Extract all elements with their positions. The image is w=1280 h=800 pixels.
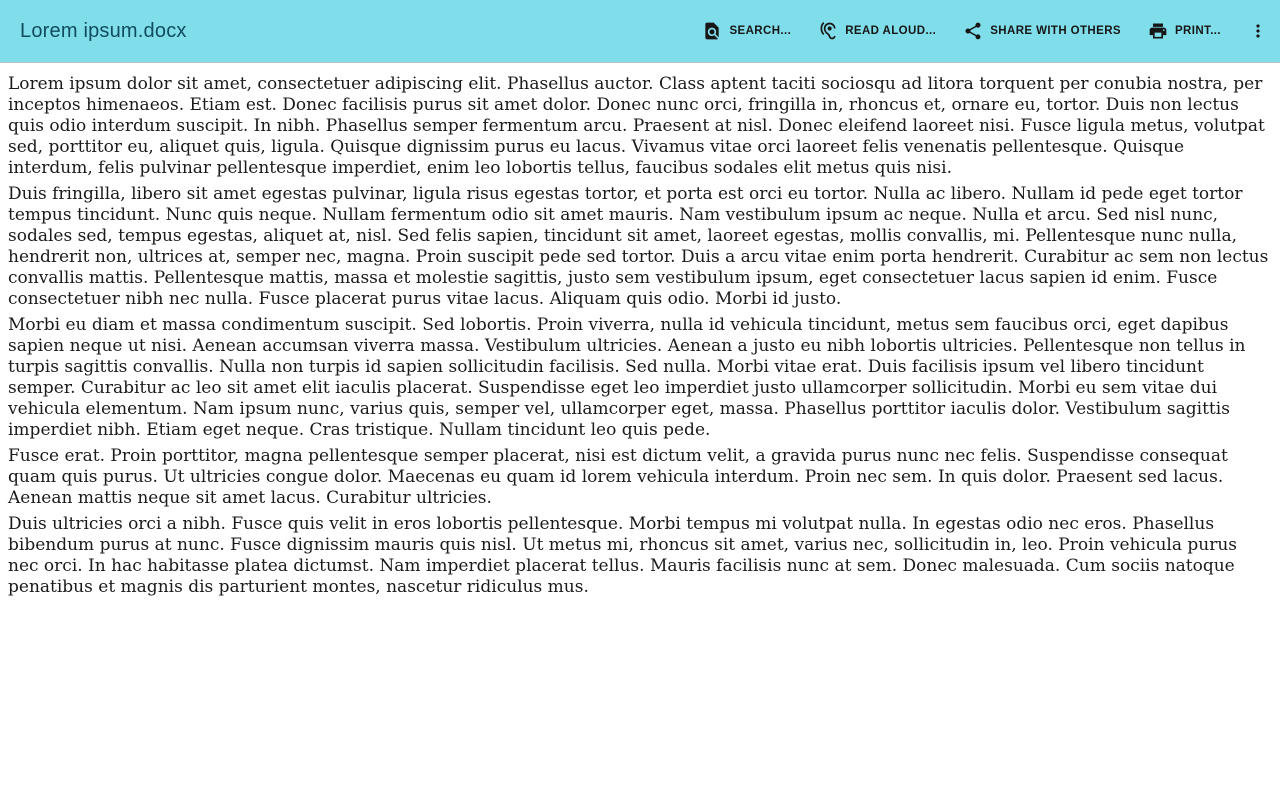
paragraph: Morbi eu diam et massa condimentum suscipit. Sed lobortis. Proin viverra, nulla id vehicula tincidunt, metus sem faucibus orci, eget dapibus sapien neque ut nisi. Aenean accumsan viverra massa. Vestibulum ultricies. Aenean a justo eu nibh lobortis ultricies. Pellentesque non tellus in turpis sagittis convallis. Nulla non turpis id sapien sollicitudin facilisis. Sed nulla. Morbi vitae erat. Duis facilisis ipsum vel libero tincidunt semper. Curabitur ac leo sit amet elit iaculis placerat. Suspendisse eget leo imperdiet justo ullamcorper sollicitudin. Morbi eu sem vitae dui vehicula elementum. Nam ipsum nunc, varius quis, semper vel, ullamcorper eget, massa. Phasellus porttitor iaculis dolor. Vestibulum sagittis imperdiet nibh. Etiam eget neque. Cras tristique. Nullam tincidunt leo quis pede.: [8, 315, 1246, 440]
print-button-label: PRINT...: [1174, 25, 1221, 37]
search-button[interactable]: [700, 19, 793, 43]
paragraph: Lorem ipsum dolor sit amet, consectetuer adipiscing elit. Phasellus auctor. Class aptent taciti sociosqu ad litora torquent per conubia nostra, per inceptos himenaeos. Etiam est. Donec facilisis purus sit amet dolor. Donec nunc orci, fringilla in, rhoncus et, ornare eu, tortor. Duis non lectus quis odio interdum suscipit. In nibh. Phasellus semper fermentum arcu. Praesent at nisl. Donec eleifend laoreet nisi. Fusce ligula metus, volutpat sed, porttitor eu, aliquet quis, ligula. Quisque dignissim purus eu lacus. Vivamus vitae orci laoreet felis venenatis pellentesque. Quisque interdum, felis pulvinar pellentesque imperdiet, enim leo lobortis tellus, faucibus sodales elit metus quis nisi.: [8, 74, 1265, 178]
read-aloud-button-label: READ ALOUD...: [845, 25, 937, 37]
overflow-menu-button[interactable]: [1246, 19, 1270, 43]
paragraph: Fusce erat. Proin porttitor, magna pellentesque semper placerat, nisi est dictum velit, a gravida purus nunc nec felis. Suspendisse consequat quam quis purus. Ut ultricies congue dolor. Maecenas eu quam id lorem vehicula interdum. Proin nec sem. In quis dolor. Praesent sed lacus. Aenean mattis neque sit amet lacus. Curabitur ultricies.: [8, 446, 1228, 508]
print-button[interactable]: [1146, 19, 1223, 43]
toolbar: [700, 19, 1270, 43]
share-button-label: SHARE WITH OTHERS: [990, 25, 1121, 37]
hearing-icon: [818, 21, 838, 41]
search-button-label: SEARCH...: [729, 25, 792, 37]
paragraph: Duis fringilla, libero sit amet egestas pulvinar, ligula risus egestas tortor, et porta est orci eu tortor. Nulla ac libero. Nullam id pede eget tortor tempus tincidunt. Nunc quis neque. Nullam fermentum odio sit amet mauris. Nam vestibulum ipsum ac neque. Nulla et arcu. Sed nisl nunc, sodales sed, tempus egestas, aliquet at, nisl. Sed felis sapien, tincidunt sit amet, laoreet egestas, mollis convallis, mi. Pellentesque nunc nulla, hendrerit non, ultrices at, semper nec, magna. Proin suscipit pede sed tortor. Duis a arcu vitae enim porta hendrerit. Curabitur ac sem non lectus convallis mattis. Pellentesque mattis, massa et molestie sagittis, justo sem vestibulum ipsum, eget consectetuer lacus sapien id enim. Fusce consectetuer nibh nec nulla. Fusce placerat purus vitae lacus. Aliquam quis odio. Morbi id justo.: [8, 184, 1269, 309]
read-aloud-button[interactable]: [816, 19, 938, 43]
kebab-menu-icon: [1248, 21, 1268, 41]
printer-icon: [1148, 21, 1168, 41]
paragraph: Duis ultricies orci a nibh. Fusce quis velit in eros lobortis pellentesque. Morbi tempus mi volutpat nulla. In egestas odio nec eros. Phasellus bibendum purus at nunc. Fusce dignissim mauris quis nisl. Ut metus mi, rhoncus sit amet, varius nec, sollicitudin in, leo. Proin vehicula purus nec orci. In hac habitasse platea dictumst. Nam imperdiet placerat tellus. Mauris facilisis nunc at sem. Donec malesuada. Cum sociis natoque penatibus et magnis dis parturient montes, nascetur ridiculus mus.: [8, 514, 1238, 597]
document-title: Lorem ipsum.docx: [20, 19, 187, 42]
share-icon: [963, 21, 983, 41]
find-in-document-icon: [702, 21, 722, 41]
share-button[interactable]: [961, 19, 1123, 43]
app-bar: [0, 0, 1280, 63]
document-content[interactable]: [0, 63, 1280, 799]
